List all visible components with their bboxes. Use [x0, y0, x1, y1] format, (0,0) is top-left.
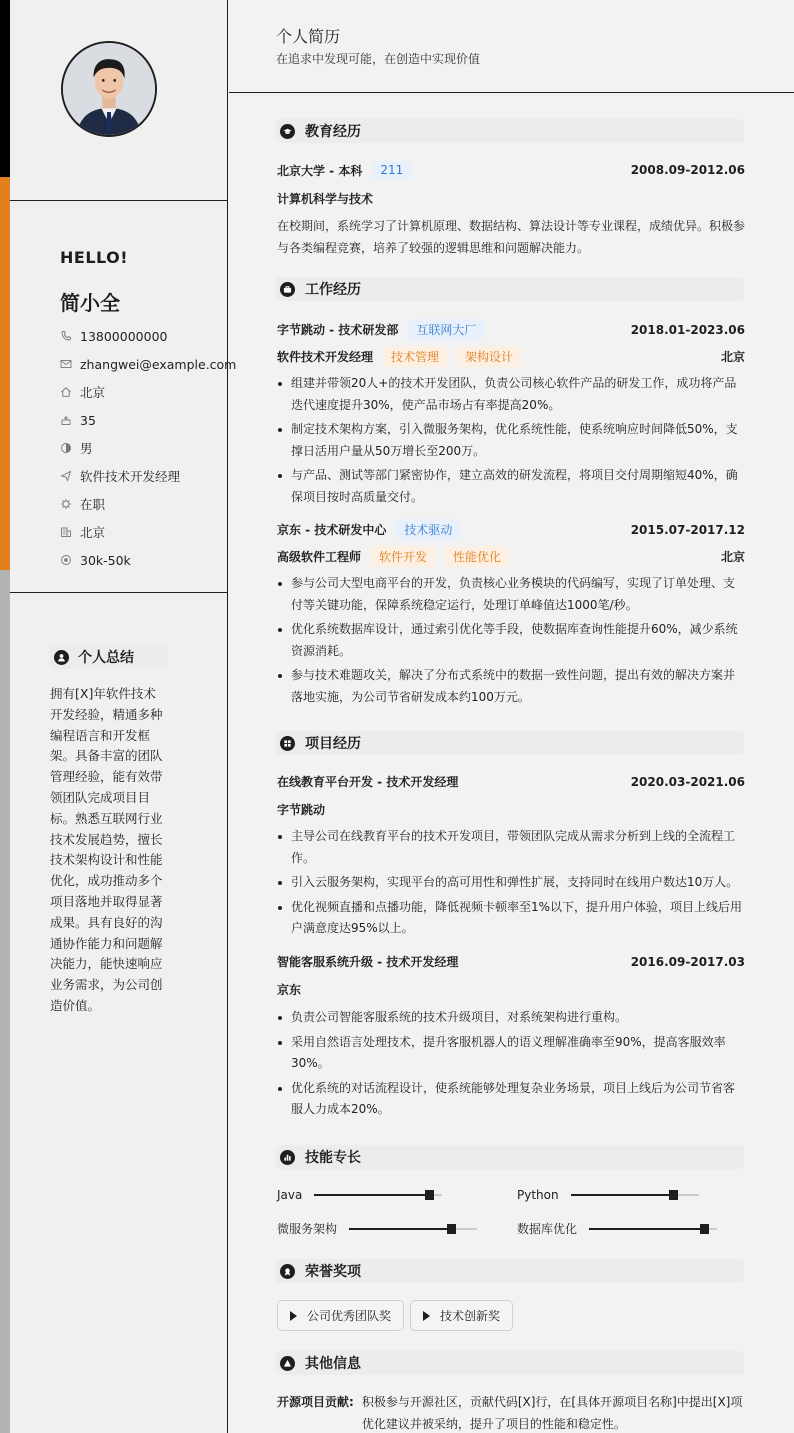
- project-2-header-row: [277, 953, 745, 970]
- bar-chart-icon: [280, 1150, 295, 1165]
- education-date: 2008.09-2012.06: [630, 163, 745, 177]
- phone-icon: [60, 330, 72, 342]
- list-item: 组建并带领20人+的技术开发团队，负责公司核心软件产品的研发工作，成功将产品迭代速度提升30%，使产品市场占有率提高20%。: [277, 373, 745, 416]
- project-2-company: 京东: [277, 983, 302, 997]
- job-2-skill-tag: 软件开发: [371, 546, 435, 567]
- job-2-city: 北京: [720, 550, 745, 564]
- skill-name: Python: [517, 1188, 559, 1202]
- job-1-city: 北京: [720, 350, 745, 364]
- person-name: 简小全: [60, 291, 120, 315]
- status-icon: [60, 498, 72, 510]
- skill-level-knob: [700, 1224, 709, 1234]
- other-info-text: 积极参与开源社区，贡献代码[X]行，在[具体开源项目名称]中提出[X]项优化建议并被采纳，提升了项目的性能和稳定性。: [361, 1395, 743, 1431]
- skill-level-fill: [589, 1228, 704, 1230]
- skills-section-title: [276, 1145, 744, 1169]
- project-1-bullets: [277, 826, 745, 943]
- contact-email: [60, 350, 236, 378]
- skill-level-fill: [571, 1194, 673, 1196]
- skill-python: [517, 1188, 699, 1202]
- contact-gender-text: 男: [80, 441, 93, 456]
- accent-stripe: [0, 0, 10, 1433]
- job-1-skill-tag: 架构设计: [457, 346, 521, 367]
- project-2-bullets: [277, 1007, 745, 1124]
- page-header: [229, 0, 794, 93]
- job-2-date: 2015.07-2017.12: [630, 522, 745, 537]
- job-1-header-row: [277, 319, 745, 340]
- avatar-image: [63, 43, 155, 135]
- education-major: 计算机科学与技术: [277, 192, 374, 206]
- award-icon: [280, 1264, 295, 1279]
- skills-title-text: 技能专长: [305, 1150, 361, 1166]
- skill-level-bar: [349, 1228, 477, 1230]
- skill-level-bar: [571, 1194, 699, 1196]
- profile-info: [10, 201, 237, 593]
- award-item[interactable]: [410, 1300, 513, 1331]
- contact-email-text: zhangwei@example.com: [80, 356, 237, 372]
- awards-section-title: [276, 1259, 744, 1283]
- play-icon: [290, 1311, 297, 1321]
- project-1-name: 在线教育平台开发 - 技术开发经理: [277, 775, 459, 789]
- list-item: 主导公司在线教育平台的技术开发项目，带领团队完成从需求分析到上线的全流程工作。: [277, 826, 745, 869]
- contact-salary: [60, 546, 236, 574]
- list-item: 优化视频直播和点播功能，降低视频卡顿率至1%以下，提升用户体验，项目上线后用户满意度达95%以上。: [277, 897, 745, 940]
- job-2-role-row: [277, 546, 745, 567]
- work-section-title: [276, 277, 744, 301]
- award-label: 公司优秀团队奖: [307, 1309, 392, 1323]
- skill-name: 微服务架构: [277, 1222, 338, 1236]
- contact-gender: [60, 434, 236, 462]
- contact-phone-text: 13800000000: [80, 328, 168, 344]
- project-1-header-row: [277, 773, 745, 790]
- list-item: 与产品、测试等部门紧密协作，建立高效的研发流程，将项目交付周期缩短40%，确保项目按时高质量交付。: [277, 465, 745, 508]
- job-1-role: 软件技术开发经理: [277, 350, 374, 364]
- job-2-tag: 技术驱动: [396, 519, 460, 540]
- education-school: 北京大学 - 本科: [277, 163, 363, 178]
- home-icon: [60, 386, 72, 398]
- list-item: 负责公司智能客服系统的技术升级项目，对系统架构进行重构。: [277, 1007, 745, 1029]
- skill-level-fill: [349, 1228, 451, 1230]
- list-item: 优化系统数据库设计，通过索引优化等手段，使数据库查询性能提升60%，减少系统资源消耗。: [277, 619, 745, 662]
- skill-java: [277, 1188, 442, 1202]
- award-item[interactable]: [277, 1300, 404, 1331]
- list-item: 优化系统的对话流程设计，使系统能够处理复杂业务场景，项目上线后为公司节省客服人力成本20%。: [277, 1078, 745, 1121]
- briefcase-icon: [280, 282, 295, 297]
- other-section-title: [276, 1351, 744, 1375]
- job-1-bullets: [277, 373, 745, 511]
- page-title: 个人简历: [276, 27, 341, 46]
- other-title-text: 其他信息: [305, 1356, 361, 1372]
- education-major-row: [277, 190, 745, 207]
- contact-home-text: 北京: [80, 385, 106, 400]
- user-icon: [54, 650, 69, 665]
- mail-icon: [60, 358, 72, 370]
- education-tag: 211: [372, 161, 411, 179]
- education-header-row: [277, 161, 745, 179]
- job-2-header-row: [277, 519, 745, 540]
- job-1-role-row: [277, 346, 745, 367]
- job-2-skill-tag: 性能优化: [445, 546, 509, 567]
- page-subtitle: 在追求中发现可能，在创造中实现价值: [276, 52, 481, 66]
- hello-heading: HELLO!: [60, 248, 129, 267]
- contact-position-text: 软件技术开发经理: [80, 469, 181, 484]
- list-item: 制定技术架构方案，引入微服务架构，优化系统性能，使系统响应时间降低50%，支撑日活用户量从50万增长至200万。: [277, 419, 745, 462]
- position-icon: [60, 470, 72, 482]
- contact-city: [60, 518, 236, 546]
- age-icon: [60, 414, 72, 426]
- skill-level-knob: [425, 1190, 434, 1200]
- education-description: 在校期间，系统学习了计算机原理、数据结构、算法设计等专业课程，成绩优异。积极参与各类编程竞赛，培养了较强的逻辑思维和问题解决能力。: [277, 219, 746, 255]
- education-section-title: [276, 119, 744, 143]
- contact-position: [60, 462, 236, 490]
- skill-name: Java: [277, 1188, 303, 1202]
- project-1-company: 字节跳动: [277, 803, 326, 817]
- skill-level-knob: [669, 1190, 678, 1200]
- projects-section-title: [276, 731, 744, 755]
- contact-list: [60, 322, 236, 574]
- skill-level-bar: [589, 1228, 717, 1230]
- contact-home: [60, 378, 236, 406]
- contact-phone: [60, 322, 236, 350]
- info-icon: [280, 1356, 295, 1371]
- list-item: 参与技术难题攻关，解决了分布式系统中的数据一致性问题，提出有效的解决方案并落地实施，为公司节省研发成本约100万元。: [277, 665, 745, 708]
- salary-icon: [60, 554, 72, 566]
- accent-stripe-orange: [0, 177, 10, 570]
- contact-age-text: 35: [80, 412, 96, 428]
- contact-age: [60, 406, 236, 434]
- job-2-company: 京东 - 技术研发中心: [277, 523, 387, 537]
- summary-title-text: 个人总结: [78, 650, 134, 666]
- skill-name: 数据库优化: [517, 1222, 578, 1236]
- job-1-date: 2018.01-2023.06: [630, 322, 745, 337]
- skill-level-fill: [314, 1194, 429, 1196]
- contact-city-text: 北京: [80, 525, 106, 540]
- contact-status-text: 在职: [80, 497, 106, 512]
- award-label: 技术创新奖: [440, 1309, 501, 1323]
- job-1-company: 字节跳动 - 技术研发部: [277, 323, 399, 337]
- work-title-text: 工作经历: [305, 282, 361, 298]
- job-2-role: 高级软件工程师: [277, 550, 362, 564]
- play-icon: [423, 1311, 430, 1321]
- summary-section-title: [50, 645, 168, 669]
- job-2-bullets: [277, 573, 745, 711]
- contact-status: [60, 490, 236, 518]
- project-1-date: 2020.03-2021.06: [630, 774, 745, 789]
- summary-text: 拥有[X]年软件技术开发经验，精通多种编程语言和开发框架。具备丰富的团队管理经验，能有效带领团队完成项目目标。熟悉互联网行业技术发展趋势，擅长技术架构设计和性能优化，成功推动多个项目落地并取得显著成果。具有良好的沟通协作能力和问题解决能力，能快速响应业务需求，为公司创造价值。: [50, 686, 163, 1013]
- accent-stripe-black: [0, 0, 10, 177]
- list-item: 参与公司大型电商平台的开发，负责核心业务模块的代码编写，实现了订单处理、支付等关键功能，保障系统稳定运行，处理订单峰值达1000笔/秒。: [277, 573, 745, 616]
- other-info-label: 开源项目贡献:: [277, 1395, 354, 1409]
- project-2-company-row: [277, 981, 745, 998]
- job-1-tag: 互联网大厂: [408, 319, 484, 340]
- photo-section: [10, 0, 227, 201]
- education-title-text: 教育经历: [305, 124, 361, 140]
- contact-salary-text: 30k-50k: [80, 552, 131, 568]
- city-icon: [60, 526, 72, 538]
- projects-title-text: 项目经历: [305, 736, 361, 752]
- other-info-row: [277, 1391, 747, 1433]
- project-1-company-row: [277, 801, 745, 818]
- project-2-name: 智能客服系统升级 - 技术开发经理: [277, 955, 459, 969]
- skill-database: [517, 1220, 717, 1237]
- skill-microservices: [277, 1220, 477, 1237]
- list-item: 引入云服务架构，实现平台的高可用性和弹性扩展，支持同时在线用户数达10万人。: [277, 872, 745, 894]
- avatar: [61, 41, 157, 137]
- skill-level-bar: [314, 1194, 442, 1196]
- grid-icon: [280, 736, 295, 751]
- main-content: [229, 0, 794, 1433]
- awards-title-text: 荣誉奖项: [305, 1264, 361, 1280]
- graduation-cap-icon: [280, 124, 295, 139]
- project-2-date: 2016.09-2017.03: [630, 954, 745, 969]
- list-item: 采用自然语言处理技术，提升客服机器人的语义理解准确率至90%，提高客服效率30%。: [277, 1032, 745, 1075]
- job-1-skill-tag: 技术管理: [383, 346, 447, 367]
- skill-level-knob: [447, 1224, 456, 1234]
- gender-icon: [60, 442, 72, 454]
